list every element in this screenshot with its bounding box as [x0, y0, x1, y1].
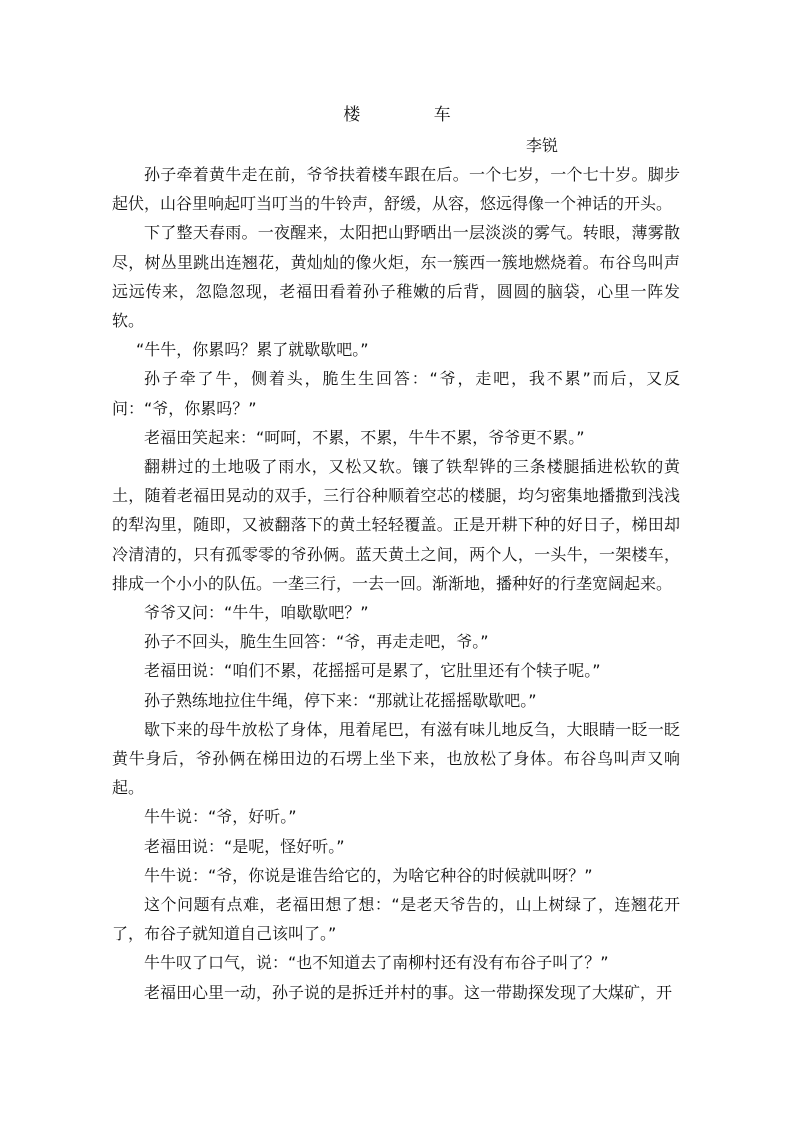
- paragraph: 下了整天春雨。一夜醒来，太阳把山野晒出一层淡淡的雾气。转眼，薄雾散尽，树丛里跳出连翘花，黄灿灿的像火炬，东一簇西一簇地燃烧着。布谷鸟叫声远远传来，忽隐忽现，老福田看着孙子稚嫩的后背，圆圆的脑袋，心里一阵发软。: [112, 223, 680, 331]
- paragraph: 孙子牵了牛，侧着头，脆生生回答：“爷，走吧，我不累”而后，又反问：“爷，你累吗？”: [112, 369, 680, 418]
- paragraph: 老福田笑起来：“呵呵，不累，不累，牛牛不累，爷爷更不累。”: [144, 427, 585, 447]
- paragraph: 孙子不回头，脆生生回答：“爷，再走走吧，爷。”: [144, 632, 489, 652]
- paragraph: 老福田心里一动，孙子说的是拆迁并村的事。这一带勘探发现了大煤矿，开: [144, 982, 673, 1002]
- paragraph: 牛牛叹了口气，说：“也不知道去了南柳村还有没有布谷子叫了？”: [144, 953, 609, 973]
- document-body: [112, 160, 680, 1007]
- paragraph: 老福田说：“咱们不累，花摇摇可是累了，它肚里还有个犊子呢。”: [144, 661, 601, 681]
- paragraph: 牛牛说：“爷，你说是谁告给它的，为啥它种谷的时候就叫呀？”: [144, 865, 593, 885]
- paragraph: 孙子熟练地拉住牛绳，停下来：“那就让花摇摇歇歇吧。”: [144, 690, 537, 710]
- paragraph: 牛牛说：“爷，好听。”: [144, 807, 297, 827]
- paragraph: 翻耕过的土地吸了雨水，又松又软。镶了铁犁铧的三条楼腿插进松软的黄土，随着老福田晃动的双手，三行谷种顺着空芯的楼腿，均匀密集地播撒到浅浅的犁沟里，随即，又被翻落下的黄土轻轻覆盖。正是开耕下种的好日子，梯田却冷清清的，只有孤零零的爷孙俩。蓝天黄土之间，两个人，一头牛，一架楼车，排成一个小小的队伍。一垄三行，一去一回。渐渐地，播种好的行垄宽阔起来。: [112, 457, 680, 593]
- paragraph: 老福田说：“是呢，怪好听。”: [144, 836, 345, 856]
- document-author: 李锐: [526, 136, 559, 155]
- paragraph: 孙子牵着黄牛走在前，爷爷扶着楼车跟在后。一个七岁，一个七十岁。脚步起伏，山谷里响起叮当叮当的牛铃声，舒缓，从容，悠远得像一个神话的开头。: [112, 165, 680, 214]
- paragraph: 爷爷又问：“牛牛，咱歇歇吧？”: [144, 603, 369, 623]
- paragraph: 歇下来的母牛放松了身体，甩着尾巴，有滋有味儿地反刍，大眼睛一眨一眨黄牛身后，爷孙俩在梯田边的石塄上坐下来，也放松了身体。布谷鸟叫声又响起。: [112, 719, 680, 798]
- paragraph: 这个问题有点难，老福田想了想：“是老天爷告的，山上树绿了，连翘花开了，布谷子就知道自己该叫了。”: [112, 895, 680, 944]
- paragraph: “牛牛，你累吗？累了就歇歇吧。”: [136, 340, 369, 360]
- document-title: 楼 车: [343, 105, 485, 125]
